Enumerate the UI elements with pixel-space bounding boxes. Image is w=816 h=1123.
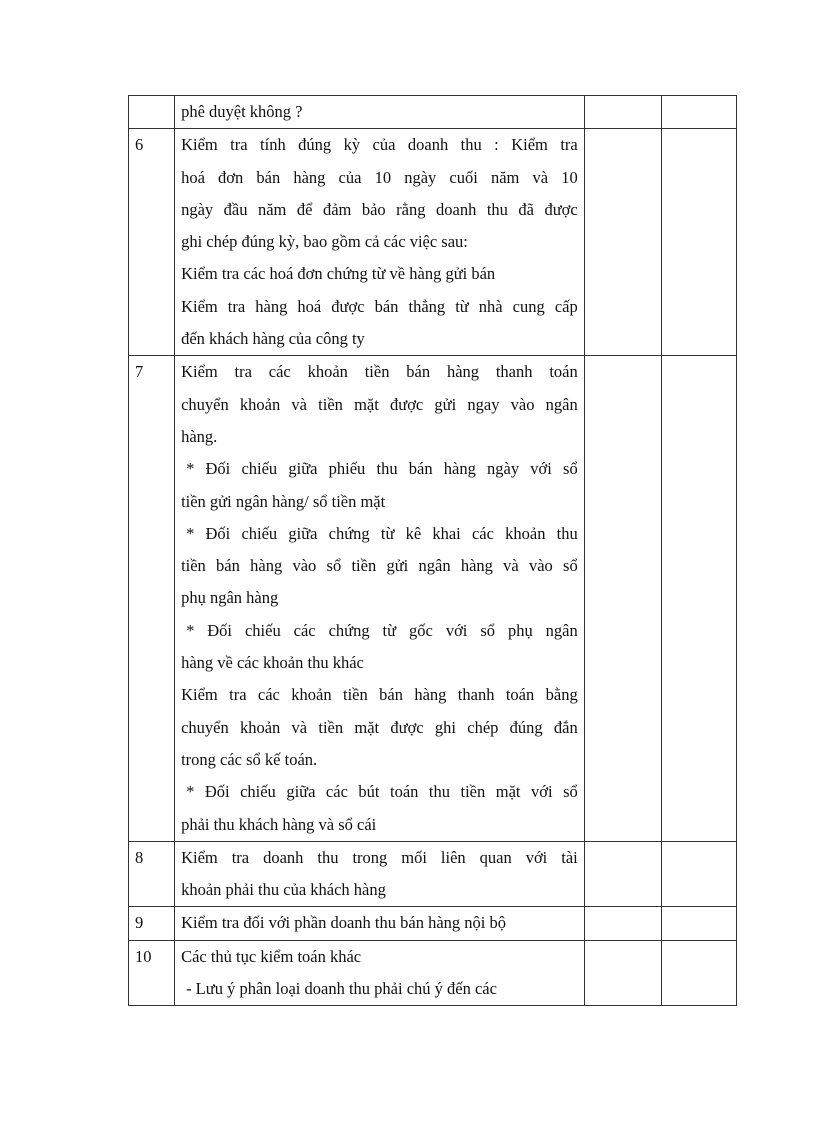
description-line: * Đối chiếu các chứng từ gốc với sổ phụ ngân (186, 620, 578, 640)
description-line: đến khách hàng của công ty (181, 329, 365, 349)
check-cell-b (661, 96, 736, 129)
description-line: Kiểm tra các hoá đơn chứng từ về hàng gửi bán (181, 264, 496, 284)
description-line: * Đối chiếu giữa chứng từ kê khai các khoản thu (186, 523, 578, 543)
table-row (129, 907, 737, 940)
table-row (129, 841, 737, 907)
description-line: phải thu khách hàng và sổ cái (181, 814, 377, 834)
description-line: khoản phải thu của khách hàng (181, 880, 386, 900)
step-description-cell (175, 96, 585, 129)
check-cell-a (584, 129, 661, 356)
description-line: tiền bán hàng vào sổ tiền gửi ngân hàng và vào sổ (181, 556, 578, 576)
step-description-cell (175, 129, 585, 356)
description-line: Kiểm tra tính đúng kỳ của doanh thu : Kiểm tra (181, 135, 578, 155)
step-number: 9 (135, 913, 144, 933)
step-number-cell (129, 356, 175, 841)
description-line: chuyển khoản và tiền mặt được ghi chép đúng đắn (181, 717, 578, 737)
step-number: 6 (135, 135, 144, 155)
check-cell-a (584, 940, 661, 1006)
step-description-cell (175, 907, 585, 940)
table-row (129, 940, 737, 1006)
step-number: 7 (135, 362, 144, 382)
table-row (129, 96, 737, 129)
check-cell-a (584, 841, 661, 907)
check-cell-b (661, 940, 736, 1006)
step-number: 8 (135, 847, 144, 867)
step-description-cell (175, 940, 585, 1006)
description-line: phê duyệt không ? (181, 102, 303, 121)
audit-procedure-table (128, 95, 737, 1006)
table-row (129, 356, 737, 841)
description-line: * Đối chiếu giữa phiếu thu bán hàng ngày với sổ (186, 459, 578, 479)
description-line: ngày đầu năm để đảm bảo rằng doanh thu đã được (181, 199, 578, 219)
check-cell-a (584, 907, 661, 940)
description-line: Kiểm tra hàng hoá được bán thẳng từ nhà cung cấp (181, 296, 578, 316)
description-line: trong các sổ kế toán. (181, 749, 318, 769)
description-line: Kiểm tra các khoản tiền bán hàng thanh toán (181, 362, 578, 382)
table-row (129, 129, 737, 356)
check-cell-b (661, 907, 736, 940)
description-line: - Lưu ý phân loại doanh thu phải chú ý đến các (186, 979, 497, 999)
description-line: Các thủ tục kiểm toán khác (181, 946, 362, 966)
step-number-cell (129, 841, 175, 907)
step-number-cell (129, 940, 175, 1006)
description-line: chuyển khoản và tiền mặt được gửi ngay vào ngân (181, 394, 578, 414)
check-cell-a (584, 356, 661, 841)
step-description-cell (175, 841, 585, 907)
description-line: Kiểm tra đối với phần doanh thu bán hàng nội bộ (181, 913, 506, 933)
check-cell-b (661, 129, 736, 356)
check-cell-b (661, 841, 736, 907)
description-line: Kiểm tra doanh thu trong mối liên quan với tài (181, 847, 578, 867)
description-line: ghi chép đúng kỳ, bao gồm cả các việc sau: (181, 232, 468, 252)
check-cell-b (661, 356, 736, 841)
step-number: 10 (135, 946, 152, 966)
description-line: tiền gửi ngân hàng/ sổ tiền mặt (181, 491, 386, 511)
step-number-cell (129, 129, 175, 356)
step-description-cell (175, 356, 585, 841)
description-line: Kiểm tra các khoản tiền bán hàng thanh toán bằng (181, 685, 578, 705)
description-line: hoá đơn bán hàng của 10 ngày cuối năm và 10 (181, 167, 578, 187)
step-number-cell (129, 96, 175, 129)
check-cell-a (584, 96, 661, 129)
description-line: hàng về các khoản thu khác (181, 653, 364, 673)
description-line: hàng. (181, 426, 218, 446)
step-number-cell (129, 907, 175, 940)
description-line: phụ ngân hàng (181, 588, 279, 608)
description-line: * Đối chiếu giữa các bút toán thu tiền mặt với sổ (186, 782, 578, 802)
